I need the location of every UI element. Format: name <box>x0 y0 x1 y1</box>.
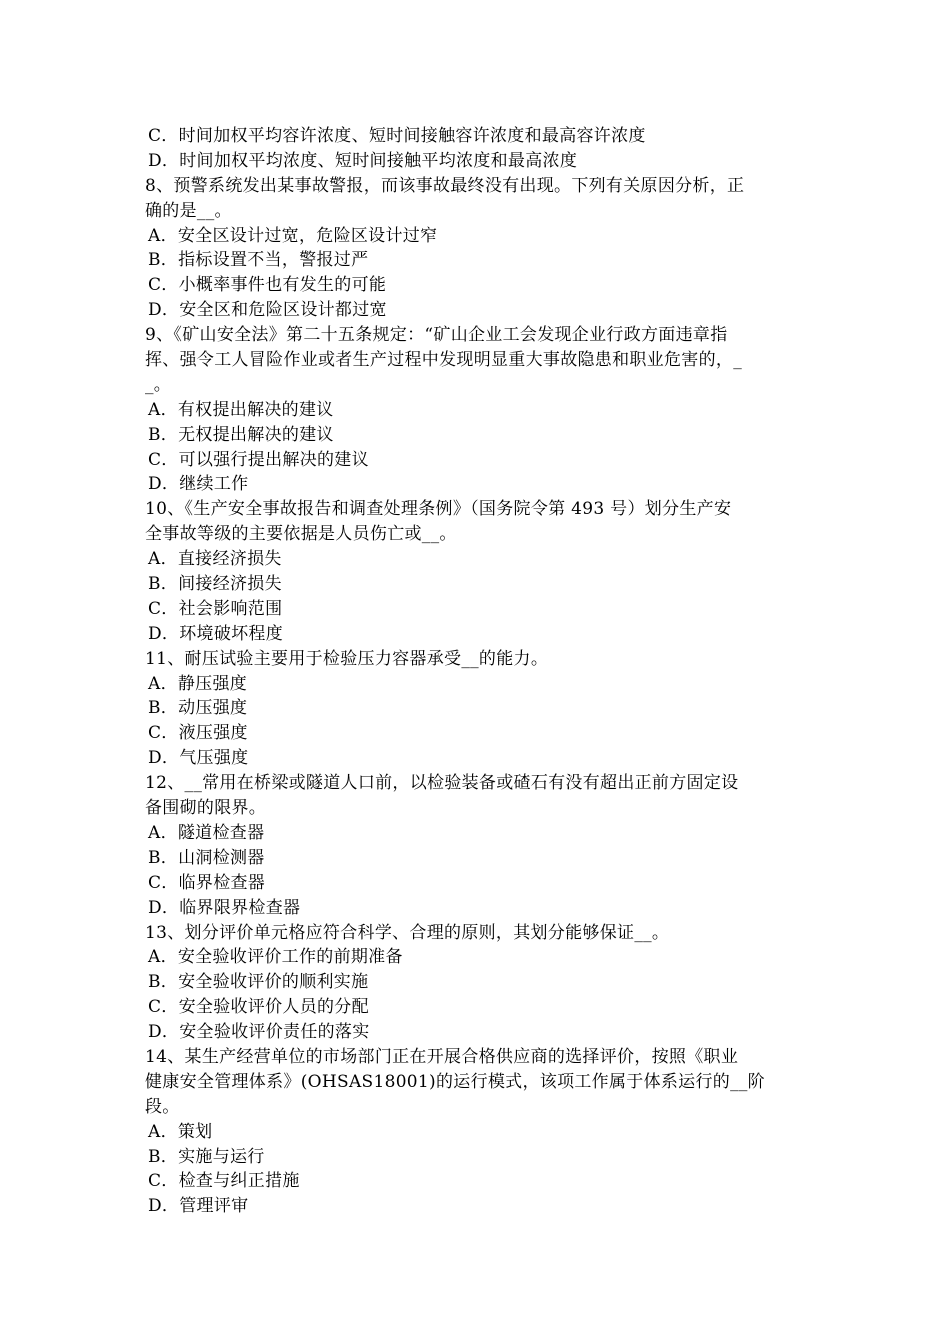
answer-option-line: D．气压强度 <box>148 748 249 769</box>
answer-option-line: A．隧道检查器 <box>148 822 265 843</box>
answer-option-line: C．检查与纠正措施 <box>148 1171 300 1192</box>
answer-option-line: D．管理评审 <box>148 1196 249 1217</box>
answer-option-line: A．安全区设计过宽，危险区设计过窄 <box>148 225 438 246</box>
answer-option-line: C．时间加权平均容许浓度、短时间接触容许浓度和最高容许浓度 <box>148 126 646 146</box>
question-text-line: 确的是__。 <box>145 200 232 221</box>
question-text-line: _。 <box>145 374 172 395</box>
answer-option-line: A．直接经济损失 <box>148 549 282 570</box>
answer-option-line: A．静压强度 <box>148 673 248 694</box>
question-text-line: 挥、强令工人冒险作业或者生产过程中发现明显重大事故隐患和职业危害的，_ <box>145 350 742 371</box>
question-text-line: 全事故等级的主要依据是人员伤亡或__。 <box>145 524 457 545</box>
question-text-line: 11、耐压试验主要用于检验压力容器承受__的能力。 <box>145 648 549 669</box>
answer-option-line: D．安全区和危险区设计都过宽 <box>148 300 387 321</box>
question-text-line: 14、某生产经营单位的市场部门正在开展合格供应商的选择评价，按照《职业 <box>145 1046 739 1067</box>
answer-option-line: C．社会影响范围 <box>148 598 283 619</box>
answer-option-line: B．无权提出解决的建议 <box>148 424 334 445</box>
question-text-line: 9、《矿山安全法》第二十五条规定：“矿山企业工会发现企业行政方面违章指 <box>145 325 728 346</box>
answer-option-line: A．策划 <box>148 1121 213 1142</box>
answer-option-line: D．环境破坏程度 <box>148 623 284 644</box>
answer-option-line: D．临界限界检查器 <box>148 897 301 918</box>
answer-option-line: D．时间加权平均浓度、短时间接触平均浓度和最高浓度 <box>148 150 578 171</box>
question-text-line: 备围砌的限界。 <box>145 798 267 819</box>
answer-option-line: C．液压强度 <box>148 723 248 744</box>
answer-option-line: D．继续工作 <box>148 474 249 495</box>
answer-option-line: B．山洞检测器 <box>148 847 265 868</box>
question-text-line: 10、《生产安全事故报告和调查处理条例》（国务院令第 493 号）划分生产安 <box>145 499 732 520</box>
document-body <box>145 124 810 1219</box>
question-text-line: 12、__常用在桥梁或隧道人口前，以检验装备或碴石有没有超出正前方固定设 <box>145 773 739 794</box>
answer-option-line: C．小概率事件也有发生的可能 <box>148 275 387 296</box>
question-text-line: 13、划分评价单元格应符合科学、合理的原则，其划分能够保证__。 <box>145 922 670 943</box>
question-text-line: 健康安全管理体系》(OHSAS18001)的运行模式，该项工作属于体系运行的__阶 <box>145 1071 765 1092</box>
answer-option-line: C．临界检查器 <box>148 872 266 893</box>
answer-option-line: A．有权提出解决的建议 <box>148 399 334 420</box>
answer-option-line: C．安全验收评价人员的分配 <box>148 997 369 1018</box>
answer-option-line: D．安全验收评价责任的落实 <box>148 1022 370 1043</box>
question-text-line: 段。 <box>145 1096 180 1117</box>
answer-option-line: A．安全验收评价工作的前期准备 <box>148 947 403 968</box>
answer-option-line: B．动压强度 <box>148 698 248 719</box>
answer-option-line: B．安全验收评价的顺利实施 <box>148 972 369 993</box>
answer-option-line: B．间接经济损失 <box>148 574 282 595</box>
answer-option-line: C．可以强行提出解决的建议 <box>148 449 369 470</box>
answer-option-line: B．实施与运行 <box>148 1146 265 1167</box>
answer-option-line: B．指标设置不当，警报过严 <box>148 250 369 271</box>
question-text-line: 8、预警系统发出某事故警报，而该事故最终没有出现。下列有关原因分析，正 <box>145 175 745 196</box>
